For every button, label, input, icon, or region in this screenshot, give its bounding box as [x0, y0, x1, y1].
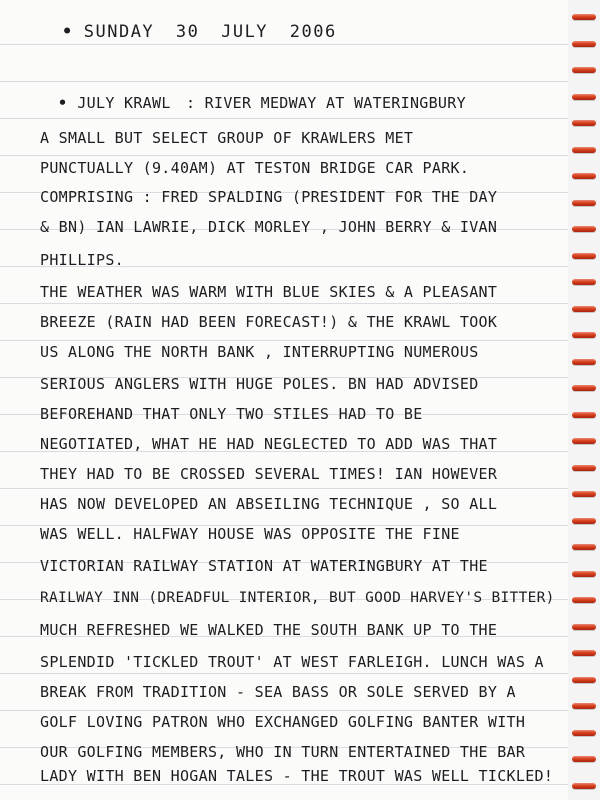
bullet-icon: •	[62, 22, 74, 42]
body-line: PUNCTUALLY (9.40AM) AT TESTON BRIDGE CAR PARK.	[40, 159, 470, 177]
binding-ring	[572, 597, 596, 603]
binding-ring	[572, 306, 596, 312]
body-line: GOLF LOVING PATRON WHO EXCHANGED GOLFING BANTER WITH	[40, 713, 526, 731]
binding-ring	[572, 650, 596, 656]
body-line: MUCH REFRESHED WE WALKED THE SOUTH BANK UP TO THE	[40, 621, 498, 639]
body-line: & BN) IAN LAWRIE, DICK MORLEY , JOHN BERRY & IVAN	[40, 218, 498, 236]
body-line: A SMALL BUT SELECT GROUP OF KRAWLERS MET	[40, 129, 414, 147]
body-line: NEGOTIATED, WHAT HE HAD NEGLECTED TO ADD WAS THAT	[40, 435, 498, 453]
binding-ring	[572, 756, 596, 762]
body-line: BREEZE (RAIN HAD BEEN FORECAST!) & THE KRAWL TOOK	[40, 313, 498, 331]
binding-ring	[572, 41, 596, 47]
binding-ring	[572, 173, 596, 179]
binding-ring	[572, 253, 596, 259]
body-line: HAS NOW DEVELOPED AN ABSEILING TECHNIQUE , SO ALL	[40, 495, 498, 513]
binding-ring	[572, 279, 596, 285]
binding-ring	[572, 200, 596, 206]
binding-ring	[572, 385, 596, 391]
binding-ring	[572, 332, 596, 338]
binding-ring	[572, 94, 596, 100]
binding-ring	[572, 438, 596, 444]
binding-ring	[572, 571, 596, 577]
binding-ring	[572, 677, 596, 683]
body-line: BREAK FROM TRADITION - SEA BASS OR SOLE SERVED BY A	[40, 683, 516, 701]
body-line: THE WEATHER WAS WARM WITH BLUE SKIES & A PLEASANT	[40, 283, 498, 301]
binding-ring	[572, 624, 596, 630]
binding-ring	[572, 783, 596, 789]
body-line: BEFOREHAND THAT ONLY TWO STILES HAD TO BE	[40, 405, 423, 423]
body-line: VICTORIAN RAILWAY STATION AT WATERINGBURY AT THE	[40, 557, 488, 575]
body-line: US ALONG THE NORTH BANK , INTERRUPTING NUMEROUS	[40, 343, 479, 361]
binding-ring	[572, 359, 596, 365]
binding-ring	[572, 120, 596, 126]
body-line: SPLENDID 'TICKLED TROUT' AT WEST FARLEIGH. LUNCH WAS A	[40, 653, 544, 671]
body-line: RAILWAY INN (DREADFUL INTERIOR, BUT GOOD HARVEY'S BITTER)	[40, 590, 555, 606]
date-text: SUNDAY 30 JULY 2006	[83, 22, 337, 42]
body-line: PHILLIPS.	[40, 251, 124, 269]
binding-ring	[572, 14, 596, 20]
body-line: COMPRISING : FRED SPALDING (PRESIDENT FOR THE DAY	[40, 188, 498, 206]
heading-location: : RIVER MEDWAY AT WATERINGBURY	[186, 94, 466, 112]
binding-ring	[572, 67, 596, 73]
bullet-icon: •	[58, 94, 68, 112]
binding-ring	[572, 730, 596, 736]
body-line: THEY HAD TO BE CROSSED SEVERAL TIMES! IAN HOWEVER	[40, 465, 498, 483]
binding-ring	[572, 226, 596, 232]
binding-ring	[572, 412, 596, 418]
binding-ring	[572, 465, 596, 471]
body-line: OUR GOLFING MEMBERS, WHO IN TURN ENTERTAINED THE BAR	[40, 743, 526, 761]
binding-ring	[572, 703, 596, 709]
body-line: SERIOUS ANGLERS WITH HUGE POLES. BN HAD ADVISED	[40, 375, 479, 393]
binding-ring	[572, 491, 596, 497]
binding-ring	[572, 544, 596, 550]
binding-ring	[572, 147, 596, 153]
heading-title: JULY KRAWL	[77, 94, 171, 112]
spiral-binding	[568, 0, 600, 800]
entry-date	[62, 22, 337, 42]
entry-heading	[58, 93, 466, 113]
body-line: WAS WELL. HALFWAY HOUSE WAS OPPOSITE THE FINE	[40, 525, 460, 543]
binding-ring	[572, 518, 596, 524]
body-line: LADY WITH BEN HOGAN TALES - THE TROUT WAS WELL TICKLED!	[40, 767, 554, 785]
